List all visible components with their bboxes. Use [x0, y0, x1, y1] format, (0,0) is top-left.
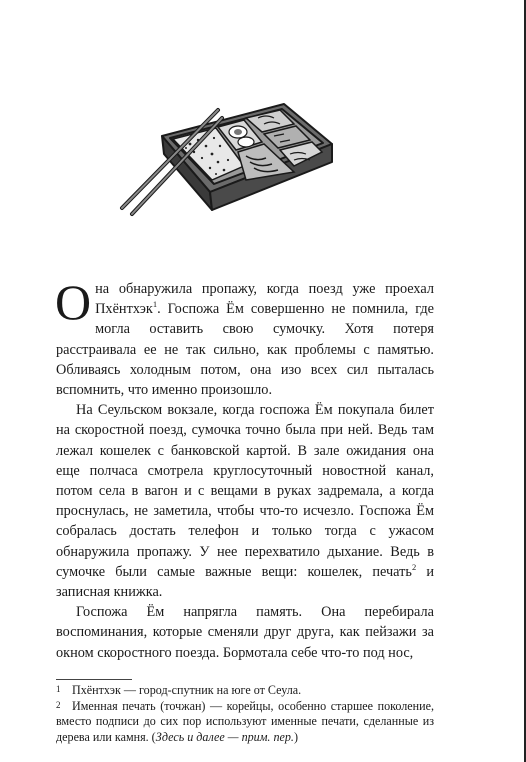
paragraph-1-text: на обнаружила пропажу, когда поезд уже проехал Пхёнтхэк [95, 281, 434, 318]
footnote-2 [56, 698, 434, 745]
footnote-text-tail: ) [293, 729, 298, 744]
paragraph-2-text-cont: и записная книжка. [56, 563, 435, 601]
footnote-divider [56, 679, 132, 680]
paragraph-3 [56, 602, 434, 663]
footnote-ref-2[interactable]: 2 [411, 562, 417, 573]
footnote-text: Именная печать (точжан) — корейцы, особенно старшее поколение, вместо подписи до сих пор используют именные печати, сделанные из дерева или камня. ( [56, 699, 434, 744]
footnote-italic-note: Здесь и далее — прим. пер. [155, 729, 294, 744]
paragraph-3-text: Госпожа Ём напрягла память. Она перебирала воспоминания, которые сменяли друг друга, как пейзажи за окном скоростного поезда. Бормотала себе что-то под нос, [56, 604, 434, 661]
paragraph-2 [56, 400, 434, 602]
footnote-text: Пхёнтхэк — город-спутник на юге от Сеула. [72, 683, 302, 697]
footnote-number: 1 [56, 684, 61, 694]
footnote-number: 2 [56, 700, 61, 711]
drop-cap: О [55, 274, 92, 330]
footnotes [56, 682, 434, 745]
paragraph-2-text: На Сеульском вокзале, когда госпожа Ём покупала билет на скоростной поезд, сумочка точно была при ней. Ведь там лежал кошелек с банковской картой. В зале ожидания она еще полчаса смотрела круглосуточный новостной канал, потом села в вагон и с вещами в руках задремала, а когда проснулась, не заметила, чтобы что-то исчезло. Госпожа Ём собралась достать телефон и только тогда с ужасом обнаружила пропажу. У нее перехватило дыхание. Ведь в сумочке были самые важные вещи: кошелек, печать [56, 402, 434, 580]
paragraph-1-text-cont: . Госпожа Ём совершенно не помнила, где могла оставить свою сумочку. Хотя потеря расстраивала ее не так сильно, как проблемы с памятью. Обливаясь холодным потом, она изо всех сил пыталась вспомнить, что именно произошло. [56, 301, 434, 399]
lunchbox-with-chopsticks-icon [118, 96, 358, 236]
body-text [55, 274, 435, 663]
paragraph-1 [55, 274, 434, 400]
footnote-ref-1[interactable]: 1 [152, 299, 158, 310]
footnote-1 [56, 682, 434, 698]
